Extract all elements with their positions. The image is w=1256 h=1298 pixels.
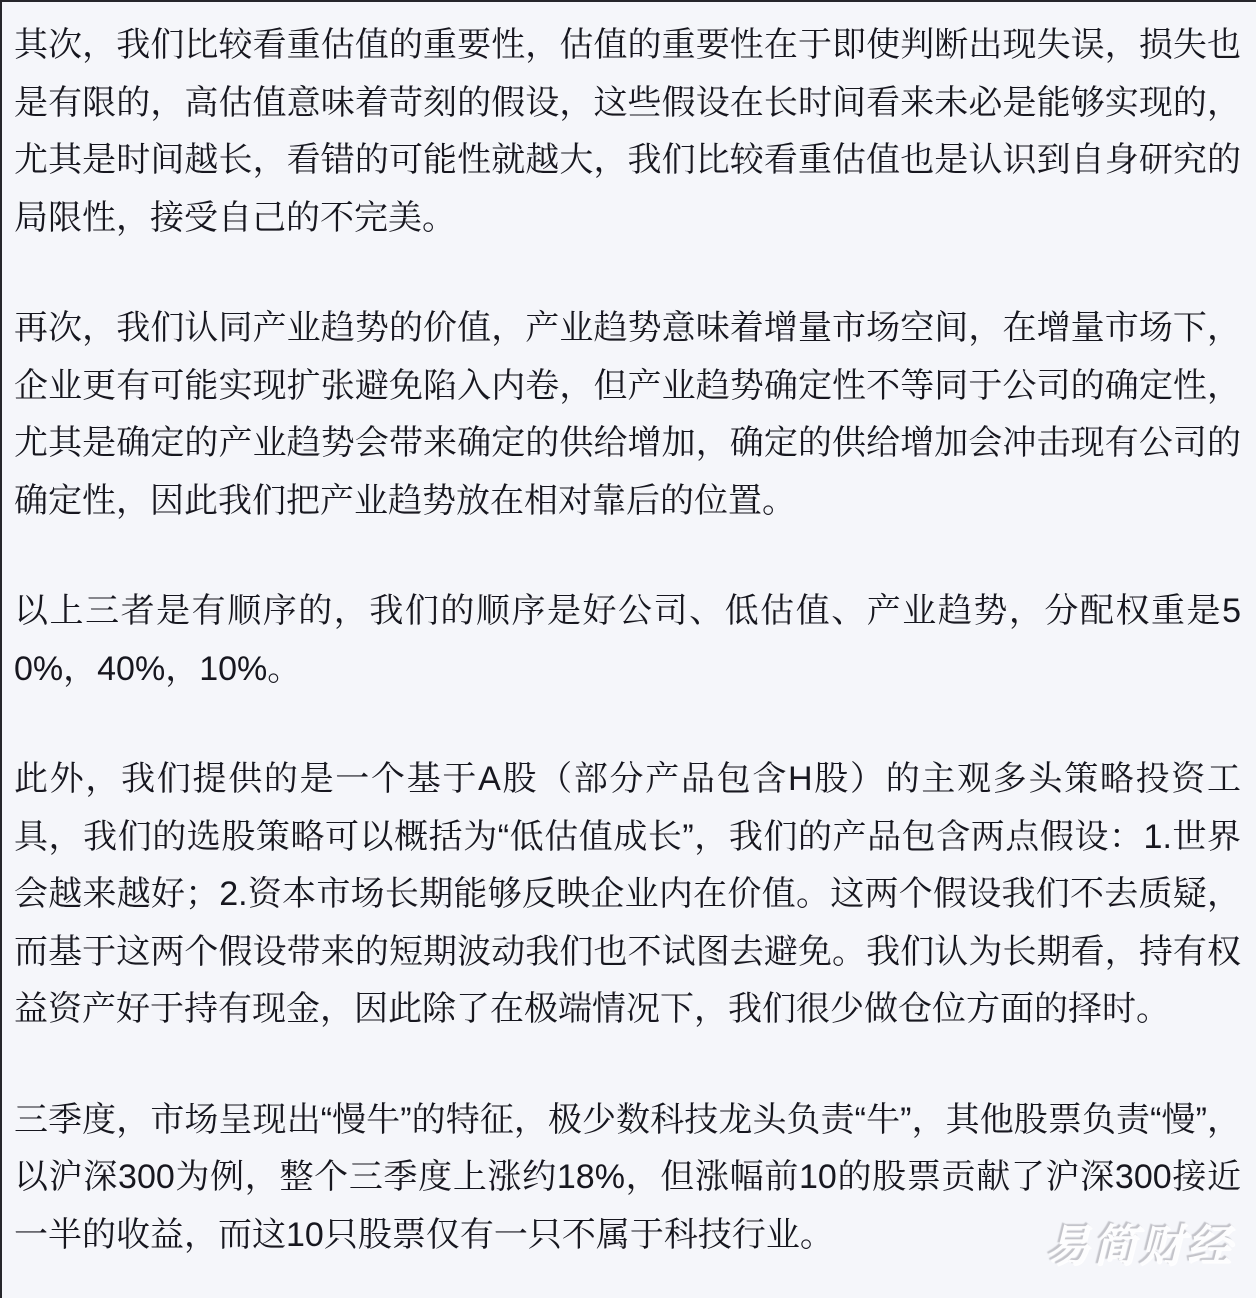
paragraph-q3-slow-bull: 三季度，市场呈现出“慢牛”的特征，极少数科技龙头负责“牛”，其他股票负责“慢”，以沪深300为例，整个三季度上涨约18%，但涨幅前10的股票贡献了沪深300接近一半的收益，而这10只股票仅有一只不属于科技行业。 <box>14 1100 1241 1254</box>
paragraph-valuation-importance: 其次，我们比较看重估值的重要性，估值的重要性在于即使判断出现失误，损失也是有限的，高估值意味着苛刻的假设，这些假设在长时间看来未必是能够实现的，尤其是时间越长，看错的可能性就越大，我们比较看重估值也是认识到自身研究的局限性，接受自己的不完美。 <box>14 26 1241 237</box>
paragraph-industry-trend: 再次，我们认同产业趋势的价值，产业趋势意味着增量市场空间，在增量市场下，企业更有可能实现扩张避免陷入内卷，但产业趋势确定性不等同于公司的确定性，尤其是确定的产业趋势会带来确定的供给增加，确定的供给增加会冲击现有公司的确定性，因此我们把产业趋势放在相对靠后的位置。 <box>14 309 1241 520</box>
paragraph-strategy-assumptions: 此外，我们提供的是一个基于A股（部分产品包含H股）的主观多头策略投资工具，我们的选股策略可以概括为“低估值成长”，我们的产品包含两点假设：1.世界会越来越好；2.资本市场长期能够反映企业内在价值。这两个假设我们不去质疑，而基于这两个假设带来的短期波动我们也不试图去避免。我们认为长期看，持有权益资产好于持有现金，因此除了在极端情况下，我们很少做仓位方面的择时。 <box>14 760 1241 1028</box>
paragraph-weight-allocation: 以上三者是有顺序的，我们的顺序是好公司、低估值、产业趋势，分配权重是50%，40%，10%。 <box>14 592 1241 688</box>
watermark-yijian-caijing: 易简财经 <box>1046 1222 1234 1271</box>
article-body <box>2 2 1256 1264</box>
